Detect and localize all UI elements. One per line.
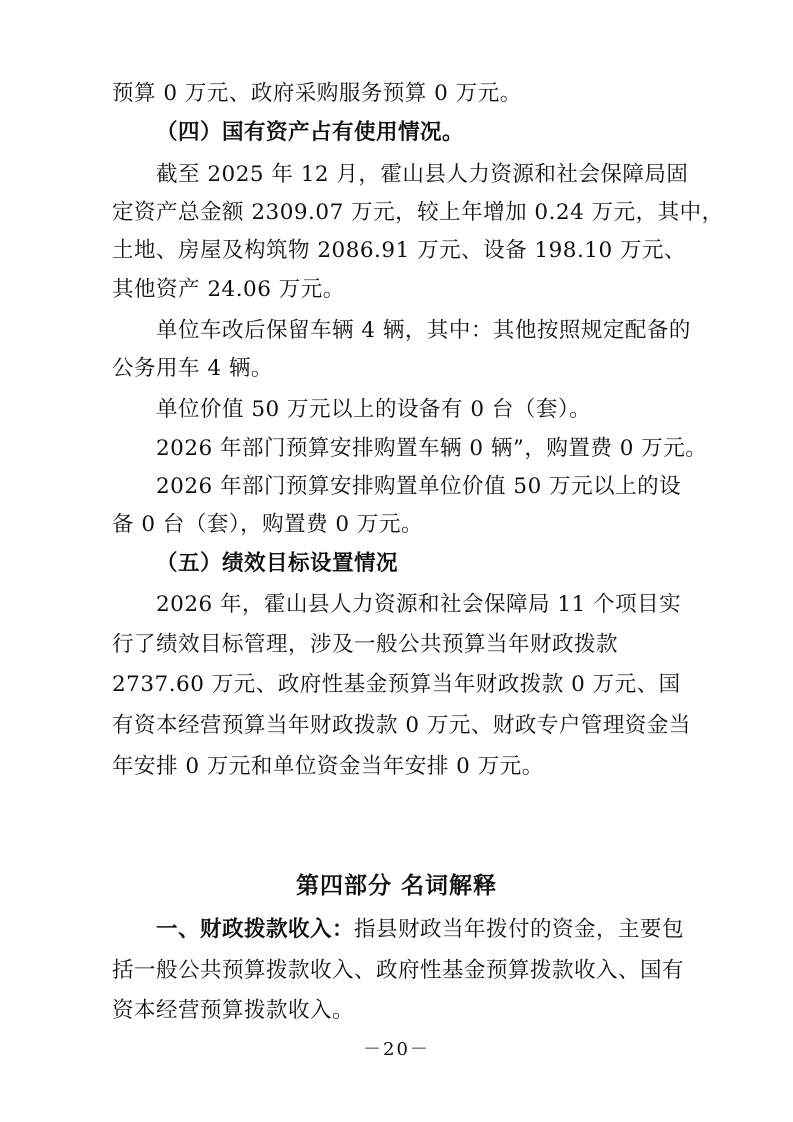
- text-line: 定资产总金额 2309.07 万元，较上年增加 0.24 万元，其中，: [112, 200, 724, 225]
- text-line: 单位价值 50 万元以上的设备有 0 台（套）。: [156, 397, 592, 422]
- text-line: 预算 0 万元、政府采购服务预算 0 万元。: [112, 81, 522, 106]
- text-line: 其他资产 24.06 万元。: [112, 277, 345, 302]
- definition-text: 指县财政当年拨付的资金，主要包: [354, 917, 685, 942]
- text-line: 备 0 台（套），购置费 0 万元。: [112, 512, 423, 537]
- definition-term: 一、财政拨款收入：: [156, 917, 355, 942]
- text-line: 公务用车 4 辆。: [112, 356, 273, 381]
- text-line: 单位车改后保留车辆 4 辆，其中：其他按照规定配备的: [156, 318, 691, 343]
- section-title: 第四部分 名词解释: [295, 872, 497, 899]
- text-line: 截至 2025 年 12 月，霍山县人力资源和社会保障局固: [156, 162, 689, 187]
- text-line: 土地、房屋及构筑物 2086.91 万元、设备 198.10 万元、: [112, 238, 686, 263]
- text-line: 2026 年，霍山县人力资源和社会保障局 11 个项目实: [156, 592, 682, 617]
- definition-line: [156, 915, 692, 945]
- text-line: 2737.60 万元、政府性基金预算当年财政拨款 0 万元、国: [112, 672, 681, 697]
- text-line: 年安排 0 万元和单位资金当年安排 0 万元。: [112, 754, 544, 779]
- text-line: 2026 年部门预算安排购置单位价值 50 万元以上的设: [156, 474, 682, 499]
- text-line: 行了绩效目标管理，涉及一般公共预算当年财政拨款: [112, 632, 619, 657]
- subsection-heading-performance: （五）绩效目标设置情况: [156, 551, 399, 576]
- definition-line: 括一般公共预算拨款收入、政府性基金预算拨款收入、国有: [112, 958, 685, 983]
- text-line: 有资本经营预算当年财政拨款 0 万元、财政专户管理资金当: [112, 713, 691, 738]
- subsection-heading-assets: （四）国有资产占有使用情况。: [156, 120, 465, 145]
- text-line: 2026 年部门预算安排购置车辆 0 辆”，购置费 0 万元。: [156, 436, 708, 461]
- definition-line: 资本经营预算拨款收入。: [112, 998, 355, 1023]
- page-number: －20－: [363, 1039, 430, 1060]
